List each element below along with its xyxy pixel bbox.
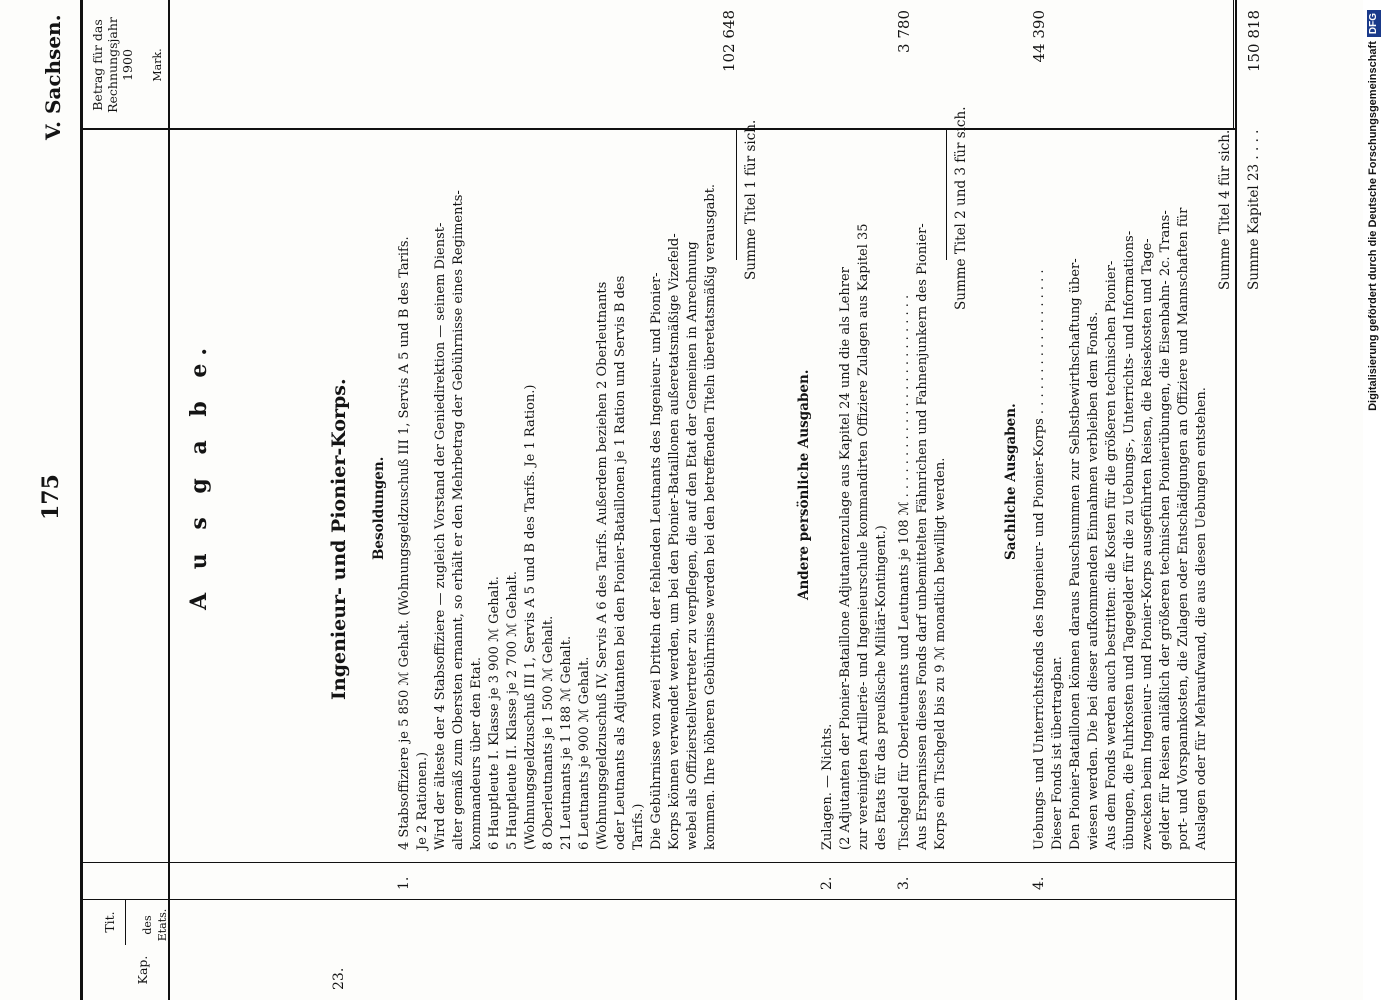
titel4-line: port- und Vorspannkosten, die Zulagen oder Entschädigungen an Offiziere und Mannschaften für [1176, 207, 1191, 850]
titel1-summe: Summe Titel 1 für sich. [743, 119, 759, 280]
titel4-line: Uebungs- und Unterrichtsfonds des Ingenieur- und Pionier-Korps . . . . . . . . . . . . . . . . . . [1032, 269, 1047, 850]
kapitel-summe-label: Summe Kapitel 23 . . . . [1246, 129, 1262, 290]
top-rule [80, 0, 83, 1000]
titel2-line: des Etats für das preußische Militär-Kontingent.) [874, 525, 889, 850]
titel4-line: Dieser Fonds ist übertragbar. [1050, 656, 1065, 850]
dfg-credit-text: Digitalisierung gefördert durch die Deutsche Forschungsgemeinschaft [1367, 41, 1379, 411]
titel4-amount: 44 390 [1030, 10, 1048, 63]
titel3-amount: 3 780 [895, 10, 913, 53]
section-sachliche: Sachliche Ausgaben. [1003, 403, 1019, 560]
rotated-sheet [40, 0, 1330, 1000]
bottom-rule [1235, 0, 1237, 1000]
titel1-line: Je 2 Rationen.) [415, 751, 430, 850]
titel1-line: 6 Hauptleute I. Klasse je 3 900 ℳ Gehalt. [487, 576, 502, 850]
header-rule [168, 0, 170, 1000]
titel4-line: Auslagen oder für Mehraufwand, die aus diesen Uebungen entstehen. [1194, 387, 1209, 850]
ausgabe-title: A u s g a b e. [186, 339, 212, 610]
col-kap: Kap. [135, 955, 150, 985]
tit-subrule [125, 900, 126, 945]
titel1-line: kommen. Ihre höheren Gebührnisse werden bei den betreffenden Titeln überetatsmäßig verausgabt. [703, 183, 718, 850]
titel4-line: Den Pionier-Bataillonen können daraus Pauschsummen zur Selbstbewirthschaftung über- [1068, 258, 1083, 850]
titel1-amount: 102 648 [720, 10, 738, 73]
titel1-line: kommandeurs über den Etat. [469, 657, 484, 850]
amount-col-rule [80, 128, 1237, 130]
section-besoldungen: Besoldungen. [371, 456, 387, 560]
titel3-line: Aus Ersparnissen dieses Fonds darf unbemittelten Fähnrichen und Fahnenjunkern des Pionier- [915, 223, 930, 850]
titel4-line: übungen, die Fuhrkosten und Tagegelder für die zu Uebungs-, Unterrichts- und Informations- [1122, 230, 1137, 850]
titel4-line: wiesen werden. Die bei dieser aufkommenden Einnahmen verbleiben dem Fonds. [1086, 311, 1101, 850]
titel1-line: oder Leutnants als Adjutanten bei den Pionier-Bataillonen je 1 Ration und Servis B des [613, 275, 628, 850]
kapitel-summe-amount: 150 818 [1245, 10, 1263, 73]
col-des-etats: des Etats. [141, 908, 169, 942]
titel2-line: (2 Adjutanten der Pionier-Bataillone Adjutantenzulage aus Kapitel 24 und die als Lehrer [838, 267, 853, 850]
titel1-number: 1. [396, 876, 412, 890]
titel3-sum-rule [946, 130, 947, 260]
kapitel-name: Ingenieur- und Pionier-Korps. [328, 378, 350, 700]
titel4-line: Aus dem Fonds werden auch bestritten: die Kosten für die größeren technischen Pionier- [1104, 260, 1119, 850]
titel1-line: Tarifs.) [631, 803, 646, 850]
titel2-line: Zulagen. — Nichts. [820, 723, 835, 850]
col-betrag: Betrag für das Rechnungsjahr 1900 [90, 17, 135, 113]
titel1-line: Korps können verwendet werden, um bei den Pionier-Bataillonen außeretatsmäßige Vizefeld- [667, 233, 682, 850]
titel1-line: 5 Hauptleute II. Klasse je 2 700 ℳ Gehalt. [505, 571, 520, 850]
titel3-summe: Summe Titel 2 und 3 für sich. [953, 106, 969, 310]
titel4-summe: Summe Titel 4 für sich. [1217, 129, 1233, 290]
titel1-line: 8 Oberleutnants je 1 500 ℳ Gehalt. [541, 615, 556, 850]
titel4-line: gelder für Reisen anläßlich der größeren technischen Pionierübungen, die Eisenbahn- 2c. Trans- [1158, 210, 1173, 850]
page-number: 175 [38, 474, 64, 520]
titel1-line: 21 Leutnants je 1 188 ℳ Gehalt. [559, 635, 574, 850]
section-andere: Andere persönliche Ausgaben. [796, 369, 812, 600]
titel3-number: 3. [896, 876, 912, 890]
titel2-number: 2. [819, 876, 835, 890]
titel1-line: 4 Stabsoffiziere je 5 850 ℳ Gehalt. (Wohnungsgeldzuschuß III 1, Servis A 5 und B des Tarifs. [397, 236, 412, 850]
dfg-sidebar [1363, 0, 1383, 1000]
titel4-line: zwecken beim Ingenieur- und Pionier-Korps ausgeführten Reisen, die Reisekosten und Tage- [1140, 238, 1155, 850]
titel1-line: (Wohnungsgeldzuschuß III 1, Servis A 5 und B des Tarifs. Je 1 Ration.) [523, 384, 538, 850]
titel1-line: (Wohnungsgeldzuschuß IV, Servis A 6 des Tarifs. Außerdem beziehen 2 Oberleutnants [595, 281, 610, 850]
kapitel-number: 23. [331, 967, 347, 990]
dfg-logo: DFG [1367, 10, 1381, 37]
titel2-line: zur vereinigten Artillerie- und Ingenieurschule kommandirten Offiziere Zulagen aus Kapitel 35 [856, 223, 871, 850]
kap-col-rule [80, 899, 1237, 900]
titel4-number: 4. [1031, 876, 1047, 890]
col-tit: Tit. [102, 911, 117, 933]
page-header [40, 0, 80, 1000]
dfg-credit [1363, 0, 1383, 1000]
kapitel-sum-rule [1233, 0, 1234, 130]
state-heading: V. Sachsen. [41, 14, 65, 140]
titel1-line: 6 Leutnants je 900 ℳ Gehalt. [577, 656, 592, 850]
titel1-line: webel als Offizierstellvertreter zu verpflegen, die auf den Etat der Gemeinen in Anrechnung [685, 241, 700, 850]
col-mark: Mark. [151, 48, 164, 82]
titel1-line: Wird der älteste der 4 Stabsoffiziere — zugleich Vorstand der Geniedirektion — seinem Dienst- [433, 222, 448, 850]
titel1-sum-rule [736, 130, 737, 260]
titel3-line: Korps ein Tischgeld bis zu 9 ℳ monatlich bewilligt werden. [933, 457, 948, 850]
titel3-line: Tischgeld für Oberleutnants und Leutnants je 108 ℳ . . . . . . . . . . . . . . . . . . . . . . . . . [897, 294, 912, 850]
titel1-line: alter gemäß zum Obersten ernannt, so erhält er den Mehrbetrag der Gebührnisse eines Regiments- [451, 190, 466, 850]
text-col-rule [80, 862, 1237, 863]
titel1-line: Die Gebührnisse von zwei Dritteln der fehlenden Leutnants des Ingenieur- und Pionier- [649, 272, 664, 850]
